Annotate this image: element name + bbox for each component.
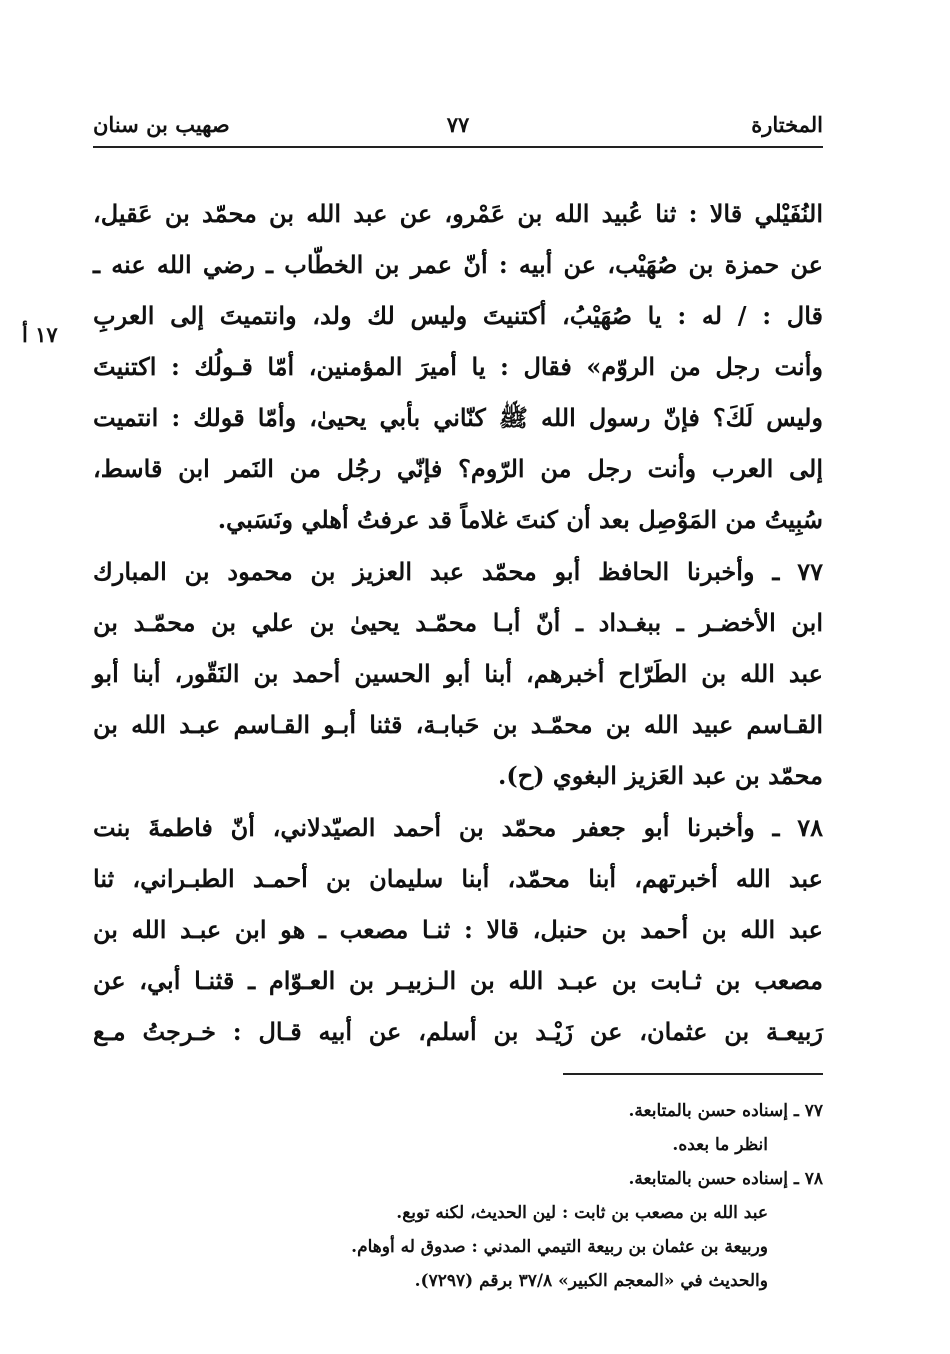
paragraph-78 — [93, 802, 823, 1057]
running-header — [93, 112, 823, 146]
paragraph-77 — [93, 546, 823, 801]
text-line: قال : / له : يا صُهَيْبُ، أكتنيتَ وليس لك ولد، وانتميتَ إلى العربِ — [93, 301, 823, 330]
book-title: المختارة — [751, 112, 823, 137]
text-line: ٧٨ ـ وأخبرنا أبو جعفر محمّد بن أحمد الصيّدلاني، أنّ فاطمةَ بنت — [93, 813, 823, 842]
text-line: سُبِيتُ من المَوْصِل بعد أن كنتَ غلاماً قد عرفتُ أهلي ونَسَبي. — [217, 505, 823, 534]
text-line: وأنت رجل من الروّم» فقال : يا أميرَ المؤمنين، أمّا قـولُك : اكتنيتَ — [93, 352, 823, 381]
paragraph-1 — [93, 188, 823, 545]
text-line: محمّد بن عبد العَزيز البغوي (ح). — [498, 761, 823, 790]
text-line: عبد الله بن الطَرّاح أخبرهم، أبنا أبو الحسين أحمد بن النَقّور، أبنا أبو — [93, 659, 823, 688]
footnote-line: والحديث في «المعجم الكبير» ٣٧/٨ برقم (٧٢٩٧). — [414, 1271, 768, 1291]
text-line: عبد الله أخبرتهم، أبنا محمّد، أبنا سليمان بن أحمـد الطبـراني، ثنا — [93, 864, 823, 893]
chapter-title: صهيب بن سنان — [93, 112, 230, 137]
text-line: النُفَيْلي قالا : ثنا عُبيد الله بن عَمْرو، عن عبد الله بن محمّد بن عَقيل، — [93, 199, 823, 228]
footnote-line: وربيعة بن عثمان بن ربيعة التيمي المدني : صدوق له أوهام. — [351, 1237, 768, 1257]
text-line: إلى العرب وأنت رجل من الرّوم؟ فإنّي رجُل من النَمر ابن قاسط، — [93, 454, 823, 483]
footnotes — [250, 1094, 823, 1298]
text-line: رَبيعـة بن عثمان، عن زَيْـد بن أسلم، عن أبيه قـال : خـرجتُ مـع — [93, 1017, 823, 1046]
footnote-line: عبد الله بن مصعب بن ثابت : لين الحديث، لكنه توبع. — [396, 1203, 768, 1223]
footnote-line: ٧٧ ـ إسناده حسن بالمتابعة. — [628, 1101, 823, 1121]
text-line: القـاسم عبيد الله بن محمّـد بن حَبابـة، قثنا أبـو القـاسم عبـد الله بن — [93, 710, 823, 739]
text-line: وليس لَكَ؟ فإنّ رسول الله ﷺ كنّاني بأبي يحيىٰ، وأمّا قولك : انتميت — [93, 403, 823, 432]
text-line: ٧٧ ـ وأخبرنا الحافظ أبو محمّد عبد العزيز بن محمود بن المبارك — [93, 557, 823, 586]
folio-marker: ١٧ أ — [22, 322, 58, 347]
footnote-line: انظر ما بعده. — [672, 1135, 768, 1155]
header-divider — [93, 146, 823, 148]
text-line: مصعب بن ثـابت بن عبـد الله بن الـزبيـر بن العـوّام ـ قثنـا أبي، عن — [93, 966, 824, 995]
text-line: عن حمزة بن صُهَيْب، عن أبيه : أنّ عمر بن الخطّاب ـ رضي الله عنه ـ — [93, 250, 823, 279]
footnote-line: ٧٨ ـ إسناده حسن بالمتابعة. — [628, 1169, 823, 1189]
footnote-divider — [563, 1073, 823, 1075]
text-line: ابن الأخضـر ـ ببغـداد ـ أنّ أبـا محمّـد يحيىٰ بن علي بن محمّـد بن — [93, 608, 823, 637]
page-number: ٧٧ — [446, 112, 470, 137]
text-line: عبد الله بن أحمد بن حنبل، قالا : ثنـا مصعب ـ هو ابن عبـد الله بن — [93, 915, 823, 944]
